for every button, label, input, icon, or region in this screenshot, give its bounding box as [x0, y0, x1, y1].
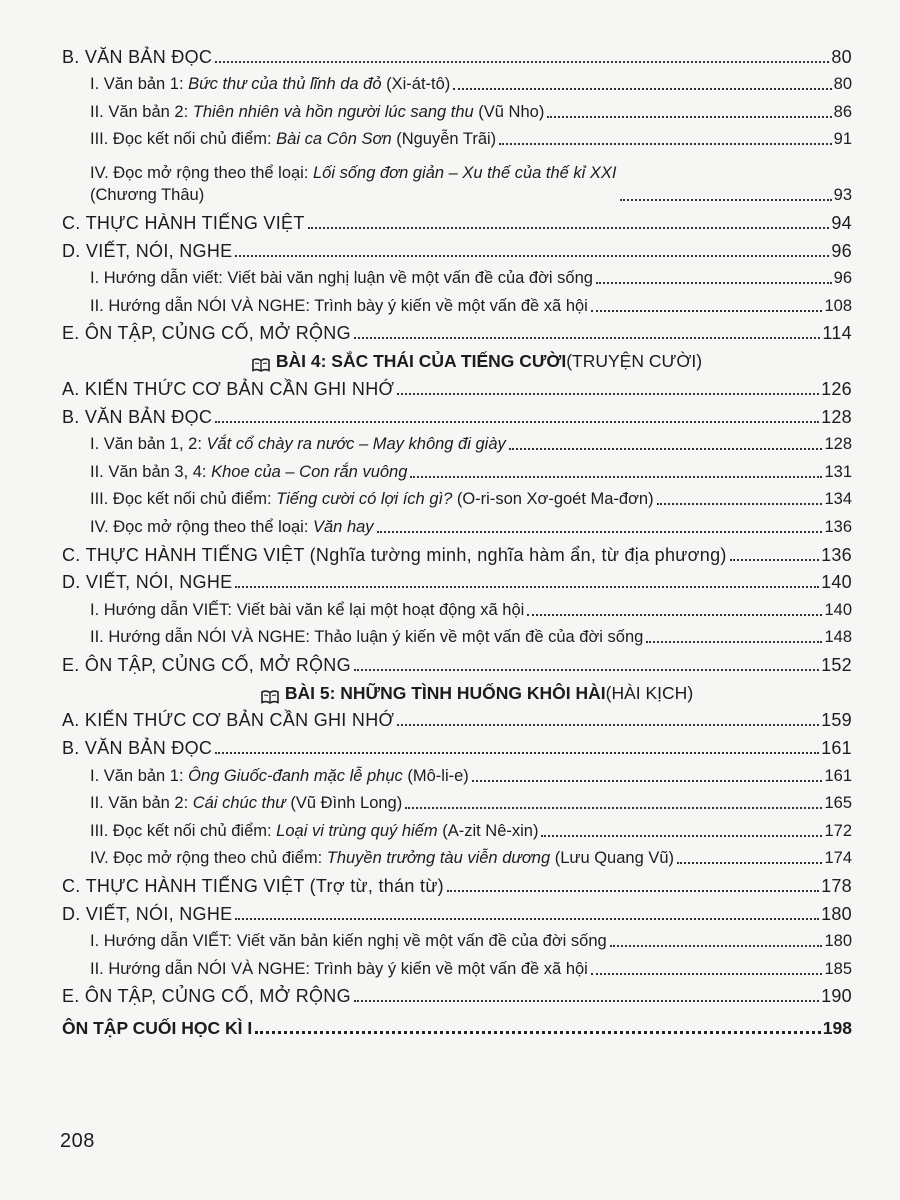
toc-entry[interactable] — [62, 621, 852, 649]
dot-leader — [377, 530, 823, 533]
toc-page-number: 91 — [833, 130, 852, 149]
page-number: 208 — [60, 1130, 95, 1152]
dot-leader — [397, 723, 819, 726]
toc-entry[interactable] — [62, 234, 852, 262]
toc-entry-text: I. Hướng dẫn viết: Viết bài văn nghị luận về một vấn đề của đời sống — [90, 269, 593, 288]
dot-leader — [610, 944, 823, 947]
toc-page-number: 134 — [824, 490, 852, 509]
toc-entry[interactable] — [62, 372, 852, 400]
toc-entry-text: II. Hướng dẫn NÓI VÀ NGHE: Thảo luận ý kiến về một vấn đề của đời sống — [90, 628, 644, 647]
toc-entry-text: IV. Đọc mở rộng theo chủ điểm: Thuyền trưởng tàu viễn dương (Lưu Quang Vũ) — [90, 849, 675, 868]
toc-entry-text: II. Hướng dẫn NÓI VÀ NGHE: Trình bày ý kiến về một vấn đề xã hội — [90, 959, 588, 978]
dot-leader — [308, 226, 830, 229]
toc-entry-text: B. VĂN BẢN ĐỌC — [62, 738, 213, 759]
toc-page-number: 136 — [824, 517, 852, 536]
dot-leader — [354, 668, 819, 671]
toc-entry[interactable] — [62, 483, 852, 511]
toc-page-number: 159 — [821, 710, 852, 731]
dot-leader — [620, 198, 832, 201]
open-book-icon — [261, 690, 279, 704]
dot-leader — [527, 613, 822, 616]
toc-entry-text: E. ÔN TẬP, CỦNG CỐ, MỞ RỘNG — [62, 323, 351, 344]
toc-entry[interactable] — [62, 262, 852, 290]
toc-page-number: 165 — [824, 794, 852, 813]
toc-group-bai4 — [62, 372, 852, 676]
toc-entry-text: II. Hướng dẫn NÓI VÀ NGHE: Trình bày ý kiến về một vấn đề xã hội — [90, 296, 588, 315]
toc-entry[interactable] — [62, 842, 852, 870]
dot-leader — [499, 142, 831, 145]
toc-page-number: 136 — [821, 544, 852, 565]
toc-page-number: 161 — [821, 738, 852, 759]
open-book-icon — [252, 358, 270, 372]
toc-entry[interactable] — [62, 40, 852, 68]
toc-entry-text: D. VIẾT, NÓI, NGHE — [62, 903, 233, 924]
dot-leader — [591, 309, 823, 312]
toc-entry-text: D. VIẾT, NÓI, NGHE — [62, 240, 233, 261]
toc-page-number: 148 — [824, 628, 852, 647]
dot-leader — [215, 420, 819, 423]
toc-entry-text: C. THỰC HÀNH TIẾNG VIỆT (Nghĩa tường minh, nghĩa hàm ẩn, từ địa phương) — [62, 544, 727, 565]
toc-entry-text: ÔN TẬP CUỐI HỌC KÌ I — [62, 1018, 253, 1039]
toc-page-number: 161 — [824, 766, 852, 785]
toc-entry-text: E. ÔN TẬP, CỦNG CỐ, MỞ RỘNG — [62, 986, 351, 1007]
toc-page-number: 96 — [833, 269, 852, 288]
dot-leader — [354, 999, 819, 1002]
toc-entry[interactable] — [62, 538, 852, 566]
dot-leader — [235, 585, 819, 588]
toc-entry[interactable] — [62, 206, 852, 234]
toc-entry[interactable] — [62, 455, 852, 483]
toc-entry-text: III. Đọc kết nối chủ điểm: Tiếng cười có lợi ích gì? (O-ri-son Xơ-goét Ma-đơn) — [90, 490, 654, 509]
toc-entry[interactable] — [62, 952, 852, 980]
toc-entry[interactable] — [62, 566, 852, 594]
toc-page-number: 80 — [833, 75, 852, 94]
toc-entry-text: I. Văn bản 1: Ông Giuốc-đanh mặc lễ phục (Mô-li-e) — [90, 766, 469, 785]
dot-leader — [397, 392, 819, 395]
toc-entry[interactable] — [62, 787, 852, 815]
toc-page-number: 126 — [821, 378, 852, 399]
toc-page-number: 178 — [821, 876, 852, 897]
toc-page-number: 172 — [824, 821, 852, 840]
toc-entry[interactable] — [62, 980, 852, 1008]
toc-entry-text: I. Văn bản 1, 2: Vắt cổ chày ra nước – May không đi giày — [90, 435, 506, 454]
toc-page-number: 93 — [833, 186, 852, 205]
toc-page-number: 140 — [821, 572, 852, 593]
dot-leader — [215, 751, 819, 754]
toc-page-number: 180 — [821, 903, 852, 924]
toc-entry-text: I. Hướng dẫn VIẾT: Viết văn bản kiến nghị về một vấn đề của đời sống — [90, 932, 607, 951]
toc-page-number: 96 — [831, 240, 852, 261]
toc-entry-text: E. ÔN TẬP, CỦNG CỐ, MỞ RỘNG — [62, 654, 351, 675]
toc-page-number: 152 — [821, 654, 852, 675]
toc-entry-text: II. Văn bản 3, 4: Khoe của – Con rắn vuông — [90, 462, 408, 481]
dot-leader — [354, 336, 820, 339]
dot-leader — [646, 640, 822, 643]
toc-page-number: 86 — [833, 102, 852, 121]
toc-entry[interactable] — [62, 731, 852, 759]
toc-entry[interactable] — [62, 289, 852, 317]
toc-entry-text: IV. Đọc mở rộng theo thể loại: Văn hay — [90, 517, 374, 536]
toc-entry[interactable] — [62, 814, 852, 842]
toc-page-number: 114 — [822, 323, 852, 344]
toc-entry[interactable] — [62, 317, 852, 345]
toc-entry[interactable] — [62, 869, 852, 897]
toc-entry-text: A. KIẾN THỨC CƠ BẢN CẦN GHI NHỚ — [62, 710, 395, 731]
toc-entry-text: III. Đọc kết nối chủ điểm: Loại vi trùng quý hiếm (A-zit Nê-xin) — [90, 821, 539, 840]
toc-entry[interactable] — [62, 897, 852, 925]
toc-page-number: 80 — [831, 46, 852, 67]
dot-leader — [472, 779, 823, 782]
dot-leader — [447, 889, 819, 892]
toc-page-number: 128 — [824, 435, 852, 454]
toc-page-number: 198 — [822, 1018, 852, 1039]
dot-leader — [215, 60, 829, 63]
toc-entry[interactable] — [62, 648, 852, 676]
toc-entry[interactable] — [62, 428, 852, 456]
dot-leader — [591, 972, 823, 975]
toc-page-number: 174 — [824, 849, 852, 868]
dot-leader — [657, 502, 823, 505]
toc-page-number: 190 — [821, 986, 852, 1007]
toc-entry[interactable] — [62, 925, 852, 953]
toc-entry-text: II. Văn bản 2: Cái chúc thư (Vũ Đình Long) — [90, 794, 403, 813]
dot-leader — [547, 115, 831, 118]
toc-entry[interactable] — [62, 759, 852, 787]
toc-entry-text: B. VĂN BẢN ĐỌC — [62, 406, 213, 427]
toc-entry-wrapped[interactable] — [62, 150, 852, 206]
toc-entry-text: A. KIẾN THỨC CƠ BẢN CẦN GHI NHỚ — [62, 378, 395, 399]
dot-leader — [255, 1030, 821, 1034]
toc-entry-text: D. VIẾT, NÓI, NGHE — [62, 572, 233, 593]
toc-entry-text: II. Văn bản 2: Thiên nhiên và hồn người lúc sang thu (Vũ Nho) — [90, 102, 545, 121]
toc-page-number: 94 — [831, 212, 852, 233]
toc-group-bai5 — [62, 704, 852, 1008]
toc-entry-text: I. Văn bản 1: Bức thư của thủ lĩnh da đỏ (Xi-át-tô) — [90, 75, 451, 94]
toc-page-number: 185 — [824, 959, 852, 978]
dot-leader — [730, 558, 819, 561]
dot-leader — [509, 447, 823, 450]
dot-leader — [677, 861, 822, 864]
toc-entry[interactable] — [62, 593, 852, 621]
dot-leader — [541, 834, 822, 837]
lesson-heading-bai5: BÀI 5: NHỮNG TÌNH HUỐNG KHÔI HÀI (HÀI KỊCH) — [62, 676, 852, 704]
toc-entry-text: IV. Đọc mở rộng theo thể loại: Lối sống đơn giản – Xu thế của thế kỉ XXI (Chương Thâu) — [90, 164, 617, 205]
toc-entry[interactable] — [62, 510, 852, 538]
toc-group-bai3-part1 — [62, 40, 852, 150]
dot-leader — [453, 87, 831, 90]
dot-leader — [596, 281, 832, 284]
toc-page-number: 180 — [824, 932, 852, 951]
dot-leader — [235, 917, 819, 920]
dot-leader — [405, 806, 822, 809]
toc-entry-text: I. Hướng dẫn VIẾT: Viết bài văn kể lại một hoạt động xã hội — [90, 600, 525, 619]
toc-page-number: 128 — [821, 406, 852, 427]
toc-page-number: 108 — [824, 296, 852, 315]
toc-page-number: 131 — [824, 462, 852, 481]
dot-leader — [235, 254, 829, 257]
toc-entry[interactable] — [62, 123, 852, 151]
dot-leader — [410, 475, 822, 478]
lesson-heading-bai4: BÀI 4: SẮC THÁI CỦA TIẾNG CƯỜI (TRUYỆN CƯỜI) — [62, 344, 852, 372]
toc-entry[interactable] — [62, 704, 852, 732]
table-of-contents — [62, 40, 852, 1039]
toc-group-bai3-part2 — [62, 206, 852, 344]
toc-entry[interactable] — [62, 68, 852, 96]
toc-entry-final-review[interactable] — [62, 1007, 852, 1039]
toc-entry-text: C. THỰC HÀNH TIẾNG VIỆT — [62, 212, 305, 233]
toc-page-number: 140 — [824, 600, 852, 619]
toc-entry[interactable] — [62, 95, 852, 123]
toc-entry-text: III. Đọc kết nối chủ điểm: Bài ca Côn Sơn (Nguyễn Trãi) — [90, 130, 497, 149]
toc-entry-text: C. THỰC HÀNH TIẾNG VIỆT (Trợ từ, thán từ) — [62, 876, 444, 897]
toc-entry-text: B. VĂN BẢN ĐỌC — [62, 46, 213, 67]
toc-entry[interactable] — [62, 400, 852, 428]
